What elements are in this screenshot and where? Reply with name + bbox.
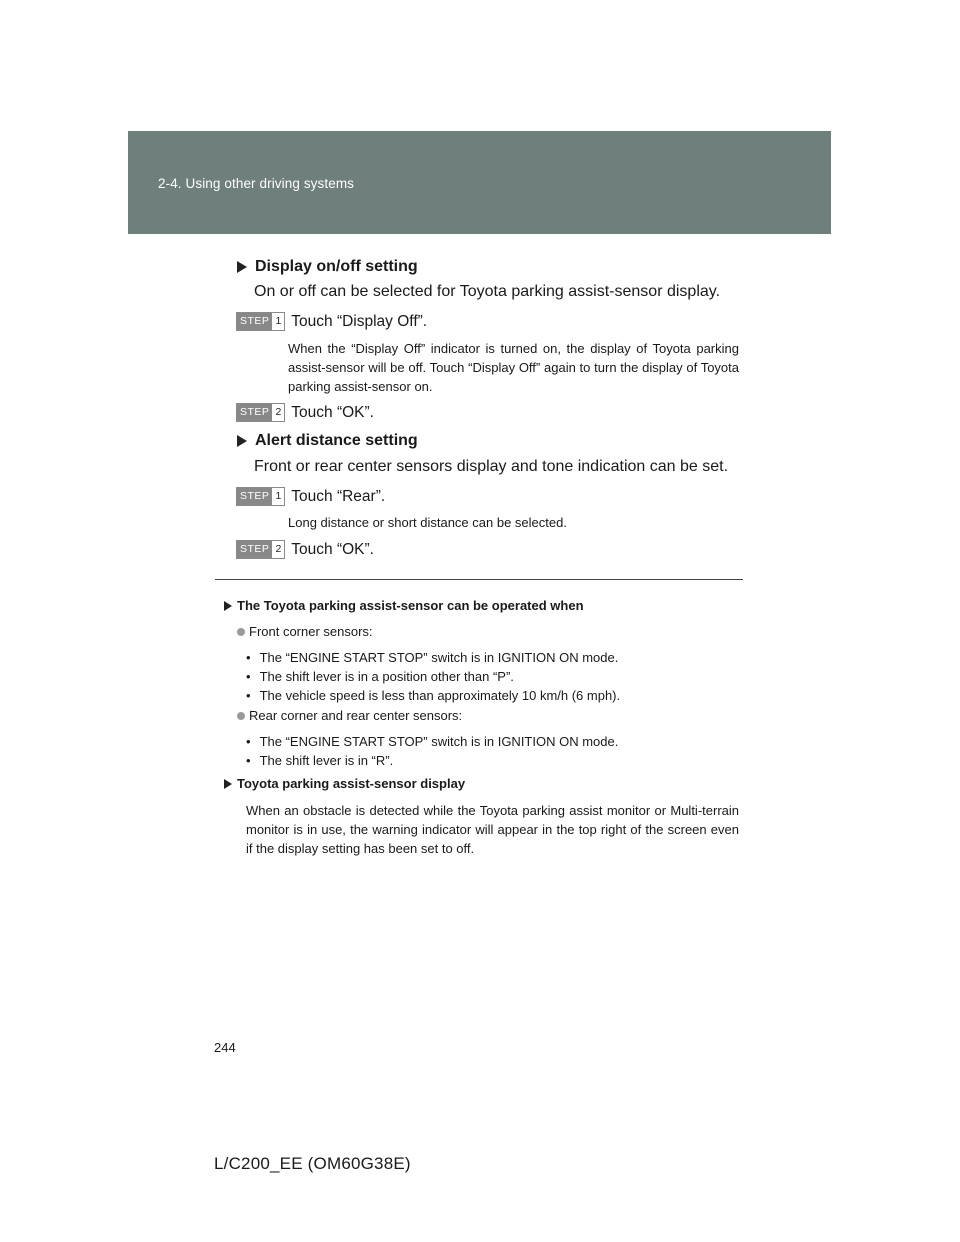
- step-badge: STEP 2: [236, 403, 285, 422]
- step-label: Touch “Rear”.: [291, 487, 386, 505]
- page-number: 244: [214, 1040, 236, 1055]
- display-step-2: [236, 403, 374, 422]
- list-item: • The shift lever is in a position other than “P”.: [246, 667, 620, 686]
- square-bullet-icon: [224, 779, 232, 789]
- display-setting-heading: Display on/off setting: [237, 258, 418, 276]
- square-bullet-icon: [224, 601, 232, 611]
- document-code: L/C200_EE (OM60G38E): [214, 1154, 411, 1173]
- alert-setting-heading: Alert distance setting: [237, 432, 418, 450]
- circle-bullet-icon: [237, 628, 245, 636]
- square-bullet-icon: [237, 435, 247, 447]
- step-label: Touch “Display Off”.: [291, 312, 428, 330]
- display-note-text: When an obstacle is detected while the Toyota parking assist monitor or Multi-terrain monitor is in use, the warning indicator will appear in the top right of the screen even if the display setting has been set to off.: [246, 803, 739, 856]
- display-step-1: [236, 312, 427, 331]
- step-label: Touch “OK”.: [291, 403, 374, 421]
- step-label: Touch “OK”.: [291, 540, 374, 558]
- rear-sensors-list: [246, 732, 618, 770]
- list-item: • The vehicle speed is less than approximately 10 km/h (6 mph).: [246, 686, 620, 705]
- circle-bullet-icon: [237, 712, 245, 720]
- operated-heading: The Toyota parking assist-sensor can be operated when: [224, 598, 584, 613]
- front-sensors-label: Front corner sensors:: [237, 624, 373, 639]
- alert-setting-lead: Front or rear center sensors display and tone indication can be set.: [254, 458, 729, 475]
- list-item: • The shift lever is in “R”.: [246, 751, 618, 770]
- section-title: 2-4. Using other driving systems: [158, 176, 355, 191]
- step-badge: STEP 1: [236, 312, 285, 331]
- front-sensors-list: [246, 648, 620, 705]
- alert-step-2: [236, 540, 374, 559]
- list-item: • The “ENGINE START STOP” switch is in IGNITION ON mode.: [246, 732, 618, 751]
- header-band: [128, 131, 831, 234]
- step-badge: STEP 2: [236, 540, 285, 559]
- alert-step-1: [236, 487, 385, 506]
- step-badge: STEP 1: [236, 487, 285, 506]
- display-note-heading: Toyota parking assist-sensor display: [224, 776, 465, 791]
- display-step-1-desc: When the “Display Off” indicator is turned on, the display of Toyota parking assist-sensor will be off. Touch “Display Off” again to turn the display of Toyota parking assist-sensor on.: [288, 341, 739, 394]
- list-item: • The “ENGINE START STOP” switch is in IGNITION ON mode.: [246, 648, 620, 667]
- section-divider: [215, 579, 743, 580]
- square-bullet-icon: [237, 261, 247, 273]
- display-setting-lead: On or off can be selected for Toyota parking assist-sensor display.: [254, 283, 721, 300]
- rear-sensors-label: Rear corner and rear center sensors:: [237, 708, 462, 723]
- alert-step-1-desc: Long distance or short distance can be selected.: [288, 515, 567, 530]
